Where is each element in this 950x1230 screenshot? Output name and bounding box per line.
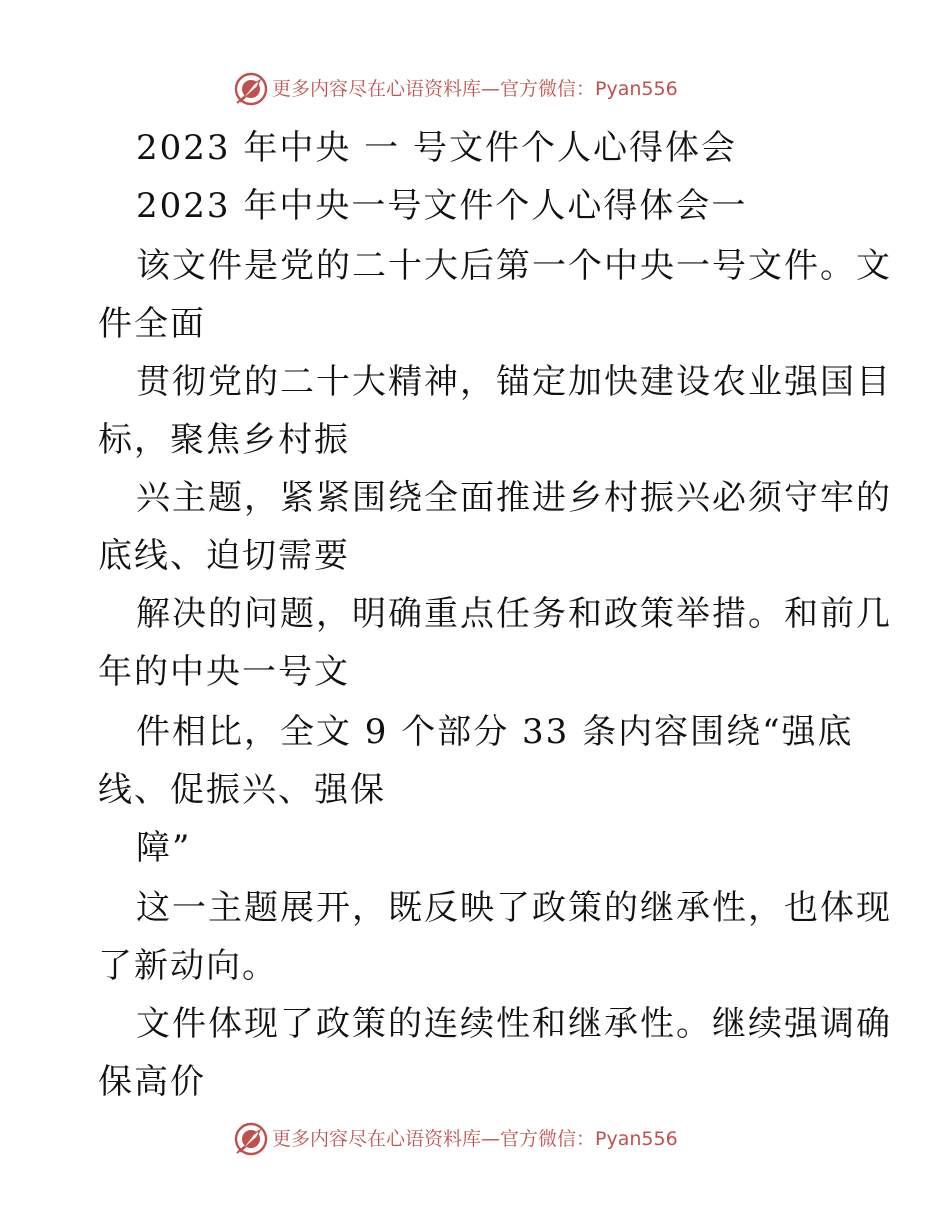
- header-banner-text: 更多内容尽在心语资料库—官方微信：Pyan556: [272, 78, 678, 100]
- paragraph-line: 线、促振兴、强保: [98, 770, 386, 810]
- paragraph-line: 保高价: [98, 1062, 206, 1102]
- document-title: 2023 年中央 一 号文件个人心得体会: [136, 128, 737, 168]
- paragraph-line: 件相比，全文 9 个部分 33 条内容围绕“强底: [136, 712, 854, 752]
- footer-banner-text: 更多内容尽在心语资料库—官方微信：Pyan556: [272, 1128, 678, 1150]
- paragraph-line: 年的中央一号文: [98, 652, 350, 692]
- paragraph-line: 件全面: [98, 304, 206, 344]
- paragraph-line: 该文件是党的二十大后第一个中央一号文件。文: [136, 246, 892, 286]
- paragraph-line: 兴主题，紧紧围绕全面推进乡村振兴必须守牢的: [136, 478, 892, 518]
- paragraph-line: 了新动向。: [98, 946, 278, 986]
- paragraph-line: 文件体现了政策的连续性和继承性。继续强调确: [136, 1004, 892, 1044]
- paragraph-line: 标，聚焦乡村振: [98, 420, 350, 460]
- pen-logo-icon: [234, 1122, 268, 1156]
- footer-banner: [0, 1120, 950, 1160]
- paragraph-line: 这一主题展开，既反映了政策的继承性，也体现: [136, 888, 892, 928]
- pen-logo-icon: [234, 72, 268, 106]
- paragraph-line: 障”: [136, 828, 192, 868]
- paragraph-line: 贯彻党的二十大精神，锚定加快建设农业强国目: [136, 362, 892, 402]
- header-banner: [0, 70, 950, 110]
- paragraph-line: 解决的问题，明确重点任务和政策举措。和前几: [136, 594, 892, 634]
- document-subtitle: 2023 年中央一号文件个人心得体会一: [136, 186, 748, 226]
- paragraph-line: 底线、迫切需要: [98, 536, 350, 576]
